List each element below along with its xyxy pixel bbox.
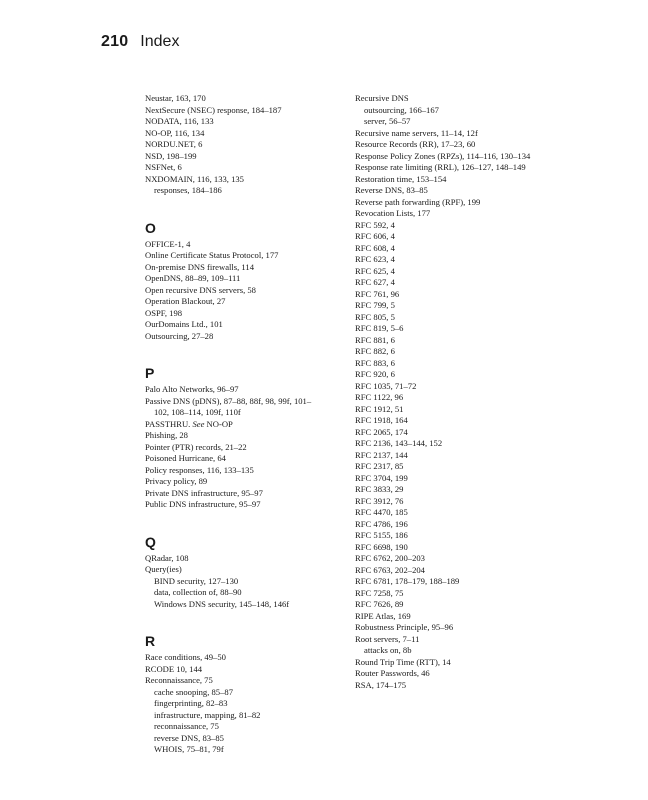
see-label: See bbox=[192, 418, 205, 429]
index-entry: Pointer (PTR) records, 21–22 bbox=[145, 441, 247, 452]
index-entry: RFC 761, 96 bbox=[355, 288, 400, 299]
index-entry: NextSecure (NSEC) response, 184–187 bbox=[145, 104, 282, 115]
index-entry: Operation Blackout, 27 bbox=[145, 296, 226, 306]
index-entry: RFC 2137, 144 bbox=[355, 449, 408, 460]
index-entry-see bbox=[145, 419, 325, 431]
index-entry: Outsourcing, 27–28 bbox=[145, 330, 214, 341]
index-entry: RFC 805, 5 bbox=[355, 311, 395, 322]
index-entry: RFC 627, 4 bbox=[355, 277, 395, 287]
index-entry: Public DNS infrastructure, 95–97 bbox=[145, 499, 261, 509]
index-entry: Phishing, 28 bbox=[145, 430, 188, 440]
index-entry: RFC 799, 5 bbox=[355, 300, 395, 310]
index-entry: RFC 6762, 200–203 bbox=[355, 553, 425, 563]
section-letter-q: Q bbox=[145, 533, 156, 550]
index-entry: RFC 3833, 29 bbox=[355, 484, 404, 494]
index-entry: RFC 2317, 85 bbox=[355, 461, 404, 471]
see-term: PASSTHRU. bbox=[145, 418, 193, 429]
index-entry: Revocation Lists, 177 bbox=[355, 208, 431, 218]
index-entry: RFC 592, 4 bbox=[355, 219, 395, 230]
index-entry: RFC 6698, 190 bbox=[355, 541, 408, 552]
index-subentry: fingerprinting, 82–83 bbox=[154, 698, 228, 708]
index-entry: RFC 920, 6 bbox=[355, 369, 395, 379]
index-entry: RCODE 10, 144 bbox=[145, 663, 203, 674]
index-entry: RFC 6763, 202–204 bbox=[355, 564, 425, 575]
index-entry: Resource Records (RR), 17–23, 60 bbox=[355, 139, 476, 149]
index-entry: On-premise DNS firewalls, 114 bbox=[145, 261, 254, 272]
index-entry: Response rate limiting (RRL), 126–127, 148–149 bbox=[355, 162, 526, 172]
index-subentry: data, collection of, 88–90 bbox=[154, 587, 242, 597]
index-entry: RIPE Atlas, 169 bbox=[355, 610, 411, 621]
index-entry: RFC 4786, 196 bbox=[355, 518, 408, 529]
index-entry: RFC 2136, 143–144, 152 bbox=[355, 438, 443, 448]
index-subentry: cache snooping, 85–87 bbox=[154, 686, 233, 697]
index-entry: Online Certificate Status Protocol, 177 bbox=[145, 250, 279, 260]
index-entry: RFC 1035, 71–72 bbox=[355, 380, 417, 391]
index-entry: RFC 7258, 75 bbox=[355, 587, 404, 598]
index-entry: RFC 3704, 199 bbox=[355, 472, 408, 483]
index-entry: Poisoned Hurricane, 64 bbox=[145, 453, 226, 463]
index-subentry: Windows DNS security, 145–148, 146f bbox=[154, 598, 290, 609]
index-entry: QRadar, 108 bbox=[145, 552, 189, 563]
index-entry: RFC 4470, 185 bbox=[355, 507, 408, 517]
index-entry: RFC 606, 4 bbox=[355, 231, 395, 241]
section-letter-o: O bbox=[145, 219, 156, 236]
index-subentry: outsourcing, 166–167 bbox=[364, 104, 439, 115]
index-entry: NODATA, 116, 133 bbox=[145, 116, 214, 126]
index-entry: RFC 608, 4 bbox=[355, 242, 395, 253]
index-entry: Policy responses, 116, 133–135 bbox=[145, 464, 254, 475]
section-letter-r: R bbox=[145, 633, 156, 649]
index-subentry: reconnaissance, 75 bbox=[154, 721, 219, 731]
index-subentry: attacks on, 8b bbox=[364, 645, 412, 655]
index-entry: OurDomains Ltd., 101 bbox=[145, 319, 223, 329]
index-entry: Router Passwords, 46 bbox=[355, 668, 430, 678]
index-entry: Reverse DNS, 83–85 bbox=[355, 185, 428, 195]
index-entry: RFC 5155, 186 bbox=[355, 530, 408, 540]
index-entry: RFC 881, 6 bbox=[355, 334, 395, 345]
index-entry: RFC 1918, 164 bbox=[355, 415, 408, 425]
index-entry: NO-OP, 116, 134 bbox=[145, 127, 205, 138]
see-target: NO-OP bbox=[204, 418, 233, 429]
index-entry: OpenDNS, 88–89, 109–111 bbox=[145, 273, 241, 283]
index-entry: NXDOMAIN, 116, 133, 135 bbox=[145, 173, 244, 184]
index-entry: Passive DNS (pDNS), 87–88, 88f, 98, 99f, 101–102, 108–114, 109f, 110f bbox=[145, 395, 312, 417]
index-entry: Recursive DNS bbox=[355, 93, 409, 103]
index-entry: RFC 7626, 89 bbox=[355, 599, 404, 609]
index-entry: RFC 623, 4 bbox=[355, 254, 395, 264]
index-entry: RFC 882, 6 bbox=[355, 346, 395, 356]
index-entry: RFC 2065, 174 bbox=[355, 426, 408, 437]
index-entry: OFFICE-1, 4 bbox=[145, 238, 191, 249]
index-entry: Race conditions, 49–50 bbox=[145, 652, 226, 662]
index-entry: Reverse path forwarding (RPF), 199 bbox=[355, 196, 481, 207]
index-subentry: responses, 184–186 bbox=[154, 185, 222, 195]
index-column-right bbox=[355, 93, 535, 691]
index-entry: RFC 6781, 178–179, 188–189 bbox=[355, 576, 460, 586]
index-column-left bbox=[145, 93, 325, 756]
index-entry: Restoration time, 153–154 bbox=[355, 173, 447, 184]
index-entry: Reconnaissance, 75 bbox=[145, 675, 213, 685]
index-entry: NORDU.NET, 6 bbox=[145, 139, 203, 149]
index-subentry: reverse DNS, 83–85 bbox=[154, 732, 224, 743]
index-subentry: BIND security, 127–130 bbox=[154, 575, 239, 586]
index-subentry: server, 56–57 bbox=[364, 116, 411, 126]
index-entry: NSD, 198–199 bbox=[145, 150, 197, 161]
index-entry: Privacy policy, 89 bbox=[145, 476, 208, 486]
running-head: Index bbox=[140, 33, 180, 50]
index-entry: Private DNS infrastructure, 95–97 bbox=[145, 487, 263, 498]
index-entry: RFC 625, 4 bbox=[355, 265, 395, 276]
index-subentry: WHOIS, 75–81, 79f bbox=[154, 744, 224, 754]
index-entry: Open recursive DNS servers, 58 bbox=[145, 284, 256, 295]
index-entry: RFC 883, 6 bbox=[355, 357, 395, 368]
index-entry: RFC 1912, 51 bbox=[355, 403, 404, 414]
page-header bbox=[101, 33, 179, 53]
index-entry: RFC 1122, 96 bbox=[355, 392, 404, 402]
index-entry: RSA, 174–175 bbox=[355, 679, 407, 690]
page-number: 210 bbox=[101, 33, 129, 50]
index-entry: OSPF, 198 bbox=[145, 307, 183, 318]
index-entry: Response Policy Zones (RPZs), 114–116, 130–134 bbox=[355, 150, 531, 161]
index-entry: Recursive name servers, 11–14, 12f bbox=[355, 127, 478, 138]
index-entry: Round Trip Time (RTT), 14 bbox=[355, 656, 451, 667]
index-entry: RFC 3912, 76 bbox=[355, 495, 404, 506]
index-entry: Root servers, 7–11 bbox=[355, 633, 420, 644]
index-entry: Query(ies) bbox=[145, 564, 182, 574]
index-entry: Neustar, 163, 170 bbox=[145, 93, 206, 103]
index-subentry: infrastructure, mapping, 81–82 bbox=[154, 709, 261, 720]
index-entry: RFC 819, 5–6 bbox=[355, 323, 404, 333]
section-letter-p: P bbox=[145, 365, 155, 381]
index-entry: NSFNet, 6 bbox=[145, 162, 182, 172]
index-entry: Robustness Principle, 95–96 bbox=[355, 622, 454, 632]
index-entry: Palo Alto Networks, 96–97 bbox=[145, 384, 239, 394]
